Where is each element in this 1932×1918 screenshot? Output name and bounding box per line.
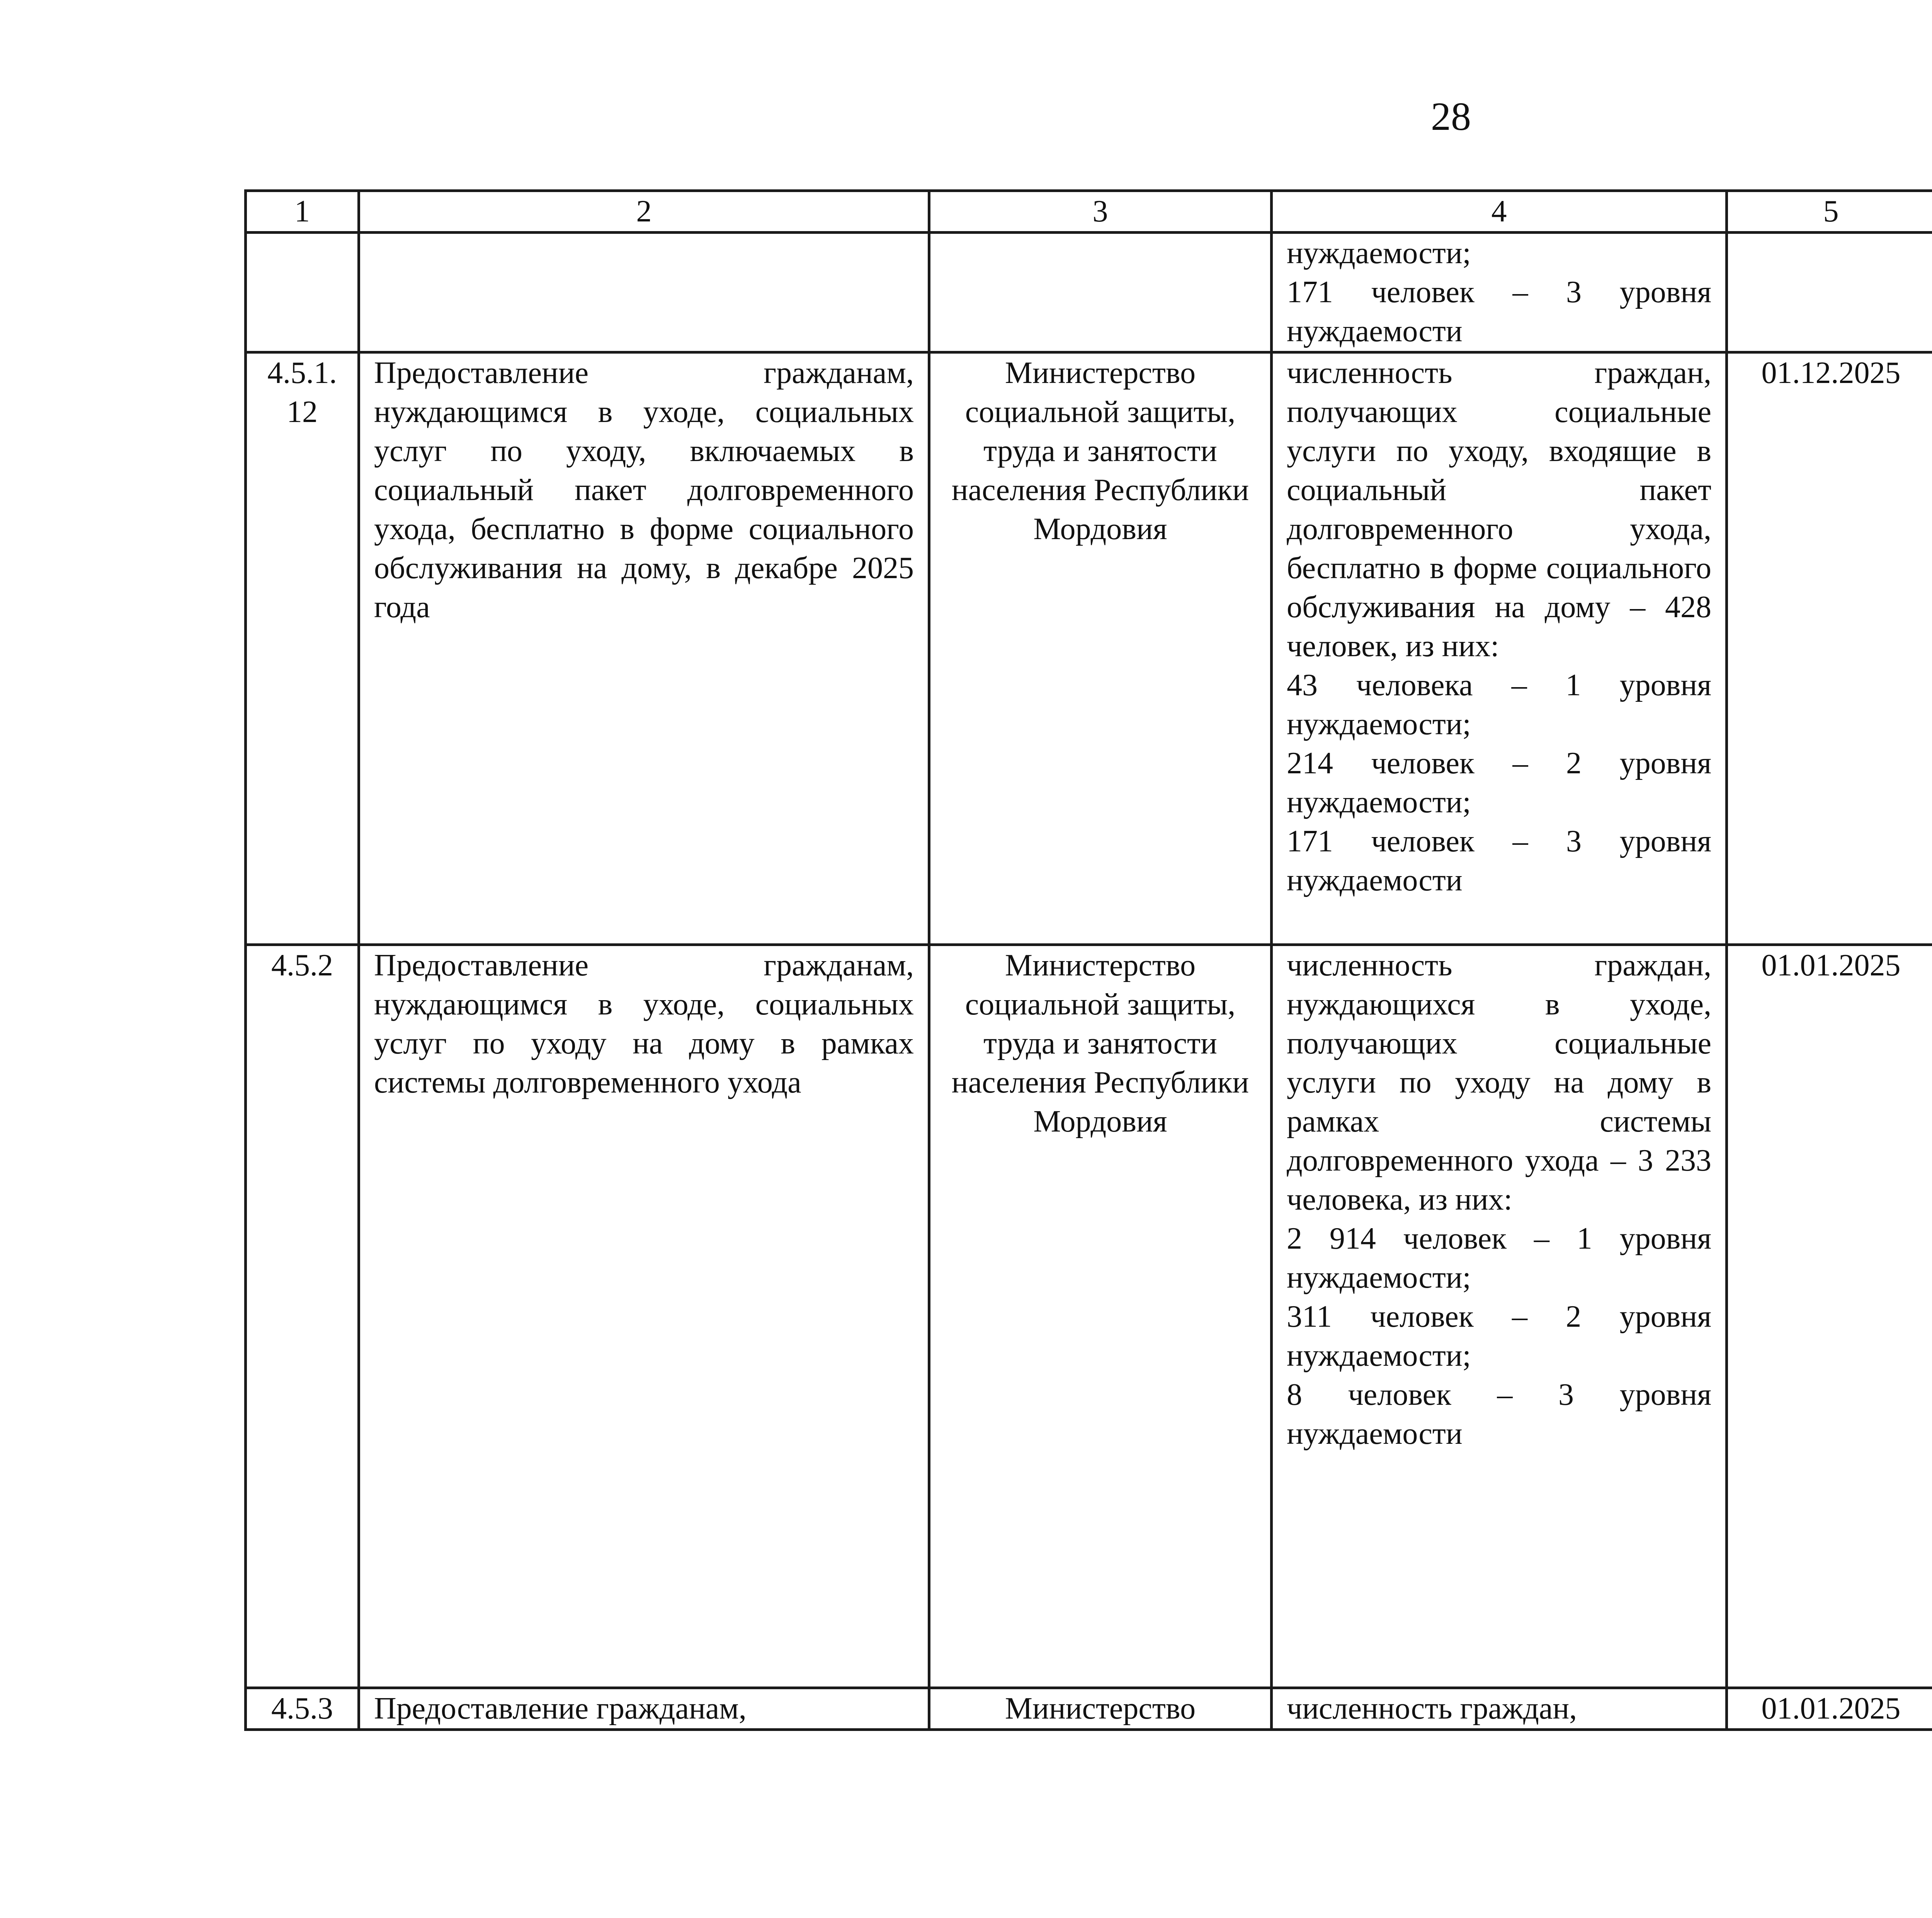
indicator-line: 214 человек – 2 уровня нуждаемости; (1287, 746, 1711, 819)
indicator-line: 8 человек – 3 уровня нуждаемости (1287, 1378, 1711, 1451)
table-row (246, 1688, 1932, 1730)
responsible-executor: Министерство (929, 1688, 1272, 1730)
indicator-line: 2 914 человек – 1 уровня нуждаемости; (1287, 1222, 1711, 1295)
cell-empty (1727, 233, 1932, 352)
indicator-line: нуждаемости; (1287, 236, 1471, 270)
indicator-continuation (1272, 233, 1727, 352)
row-number: 4.5.1. 12 (246, 352, 359, 945)
activity-name: Предоставление гражданам, нуждающимся в уходе, социальных услуг по уходу на дому в рамках системы долговременного ухода (359, 945, 929, 1688)
activity-name: Предоставление гражданам, (359, 1688, 929, 1730)
target-indicator (1272, 945, 1727, 1688)
indicator-line: численность граждан, получающих социальные услуги по уходу, входящие в социальный пакет долговременного ухода, бесплатно в форме социального обслуживания на дому – 428 человек, из них: (1287, 356, 1711, 663)
continuation-row (246, 233, 1932, 352)
target-indicator (1272, 1688, 1727, 1730)
column-number: 3 (929, 191, 1272, 233)
responsible-executor: Министерство социальной защиты, труда и занятости населения Республики Мордовия (929, 352, 1272, 945)
column-number: 1 (246, 191, 359, 233)
target-indicator (1272, 352, 1727, 945)
activity-name: Предоставление гражданам, нуждающимся в уходе, социальных услуг по уходу, включаемых в социальный пакет долговременного ухода, бесплатно в форме социального обслуживания на дому, в декабре 2025 года (359, 352, 929, 945)
indicator-line: 43 человека – 1 уровня нуждаемости; (1287, 668, 1711, 741)
row-number: 4.5.3 (246, 1688, 359, 1730)
column-number-row (246, 191, 1932, 233)
indicator-line: численность граждан, нуждающихся в уходе, получающих социальные услуги по уходу на дому в рамках системы долговременного ухода – 3 233 человека, из них: (1287, 948, 1711, 1217)
responsible-executor: Министерство социальной защиты, труда и занятости населения Республики Мордовия (929, 945, 1272, 1688)
column-number: 2 (359, 191, 929, 233)
program-activities-table (244, 189, 1932, 1731)
indicator-line: 311 человек – 2 уровня нуждаемости; (1287, 1300, 1711, 1373)
cell-empty (359, 233, 929, 352)
table-row (246, 352, 1932, 394)
indicator-line: численность граждан, (1287, 1692, 1577, 1726)
cell-empty (246, 233, 359, 352)
table-row (246, 945, 1932, 1108)
indicator-line: 171 человек – 3 уровня нуждаемости (1287, 824, 1711, 897)
column-number: 4 (1272, 191, 1727, 233)
page-number: 28 (1431, 94, 1471, 139)
start-date: 01.12.2025 (1727, 352, 1932, 945)
row-number: 4.5.2 (246, 945, 359, 1688)
start-date: 01.01.2025 (1727, 945, 1932, 1688)
column-number: 5 (1727, 191, 1932, 233)
indicator-line: 171 человек – 3 уровня нуждаемости (1287, 275, 1711, 348)
start-date: 01.01.2025 (1727, 1688, 1932, 1730)
cell-empty (929, 233, 1272, 352)
